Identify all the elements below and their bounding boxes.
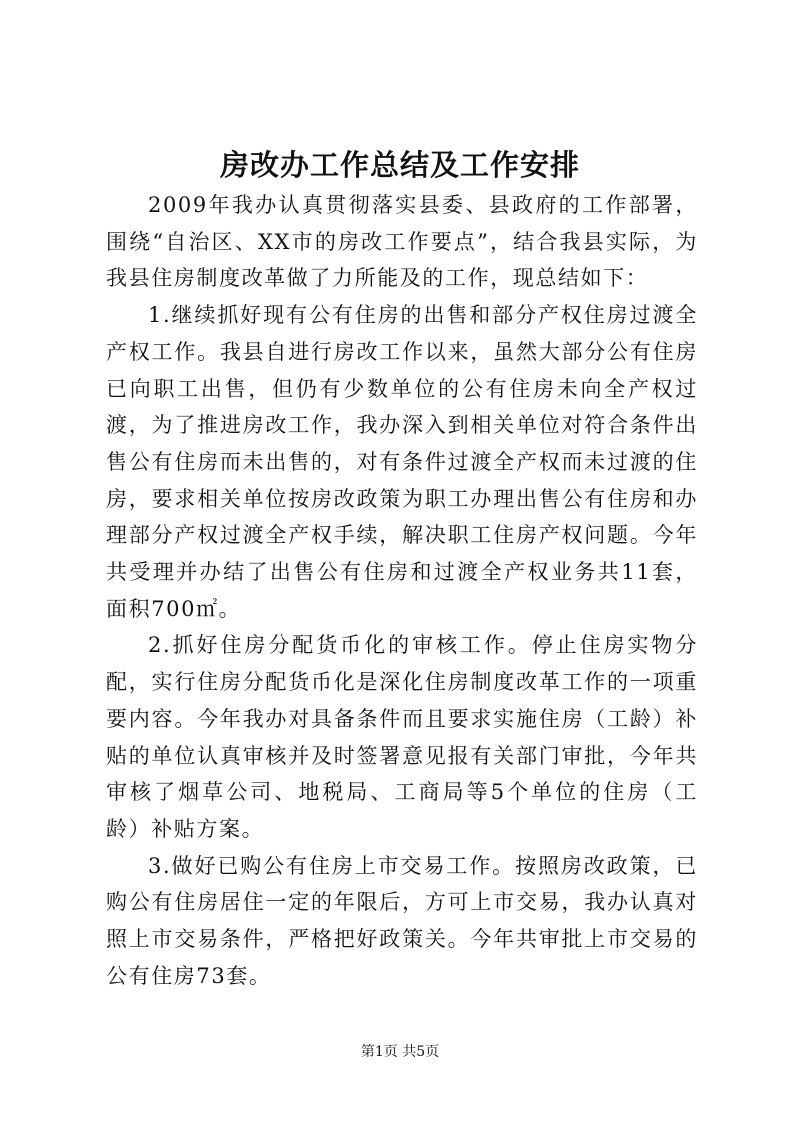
paragraph-intro: 2009年我办认真贯彻落实县委、县政府的工作部署，围绕“自治区、XX市的房改工作要点”，结合我县实际，为我县住房制度改革做了力所能及的工作，现总结如下： (106, 193, 698, 291)
paragraph-item-2: 2.抓好住房分配货币化的审核工作。停止住房实物分配，实行住房分配货币化是深化住房制度改革工作的一项重要内容。今年我办对具备条件而且要求实施住房（工龄）补贴的单位认真审核并及时签署意见报有关部门审批，今年共审核了烟草公司、地税局、工商局等5个单位的住房（工龄）补贴方案。 (106, 633, 698, 841)
document-title: 房改办工作总结及工作安排 (219, 148, 580, 182)
paragraph-item-1: 1.继续抓好现有公有住房的出售和部分产权住房过渡全产权工作。我县自进行房改工作以来，虽然大部分公有住房已向职工出售，但仍有少数单位的公有住房未向全产权过渡，为了推进房改工作，我办深入到相关单位对符合条件出售公有住房而未出售的，对有条件过渡全产权而未过渡的住房，要求相关单位按房改政策为职工办理出售公有住房和办理部分产权过渡全产权手续，解决职工住房产权问题。今年共受理并办结了出售公有住房和过渡全产权业务共11套，面积700㎡。 (106, 303, 698, 621)
paragraph-item-3: 3.做好已购公有住房上市交易工作。按照房改政策，已购公有住房居住一定的年限后，方可上市交易，我办认真对照上市交易条件，严格把好政策关。今年共审批上市交易的公有住房73套。 (106, 853, 698, 988)
page-footer: 第1页 共5页 (360, 1044, 440, 1060)
document-body (106, 187, 698, 994)
